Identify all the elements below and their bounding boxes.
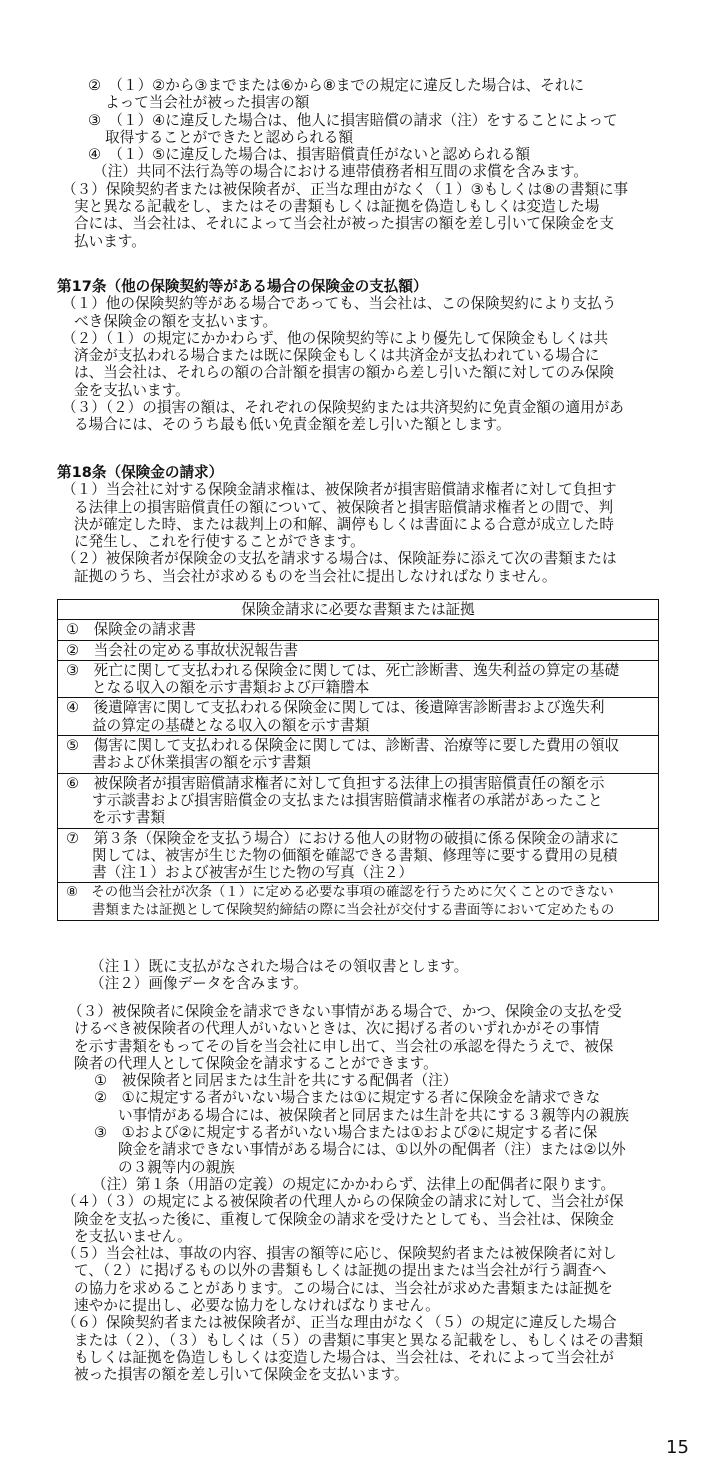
table-row-text: ⑦ 第３条（保険金を支払う場合）における他人の財物の破損に係る保険金の請求に 関しては、被害が生じた物の価額を確認できる書類、修理等に要する費用の見積 書（注１）および被害が生じた物の写真（注２） [66, 829, 620, 882]
page-number: 15 [666, 1437, 689, 1458]
table-row [58, 828, 659, 883]
required-documents-table [57, 599, 659, 921]
article-18-para-3: （３）被保険者に保険金を請求できない事情がある場合で、かつ、保険金の支払を受 けるべき被保険者の代理人がいないときは、次に掲げる者のいずれかがその事情 を示す書類をもってその旨を当会社に申し出て、当会社の承認を得たうえで、被保 険者の代理人として保険金を請求することができます。 [68, 1003, 622, 1072]
article-17-para-1: （１）他の保険契約等がある場合であっても、当会社は、この保険契約により支払う べき保険金の額を支払います。 [62, 295, 617, 330]
article-18-para-2: （２）被保険者が保険金の支払を請求する場合は、保険証券に添えて次の書類または 証拠のうち、当会社が求めるものを当会社に提出しなければなりません。 [62, 550, 617, 585]
table-header: 保険金請求に必要な書類または証拠 [58, 600, 659, 620]
cont-item-2: ② （１）②から③までまたは⑥から⑧までの規定に違反した場合は、それに よって当会社が被った損害の額 [88, 77, 584, 112]
continuation-section [60, 77, 657, 250]
article-18-para-1: （１）当会社に対する保険金請求権は、被保険者が損害賠償請求権者に対して負担す る法律上の損害賠償責任の額について、被保険者と損害賠償請求権者との間で、判 決が確定した時、または裁判上の和解、調停もしくは書面による合意が成立した時 に発生し、これを行使することができます。 [62, 481, 617, 551]
article-17-para-3: （３）（２）の損害の額は、それぞれの保険契約または共済契約に免責金額の適用があ る場合には、そのうち最も低い免責金額を差し引いた額とします。 [62, 399, 624, 434]
cont-note: （注）共同不法行為等の場合における連帯債務者相互間の求償を含みます。 [93, 163, 589, 181]
table-row [58, 773, 659, 828]
table-row [58, 883, 659, 921]
para3-item-3: ③ ①および②に規定する者がいない場合または①および②に規定する者に保 険金を請求できない事情がある場合には、①以外の配偶者（注）または②以外 の３親等内の親族 [94, 1124, 626, 1176]
table-header-row [58, 600, 659, 620]
table-row [58, 698, 659, 736]
cont-para-3: （３）保険契約者または被保険者が、正当な理由がなく（１）③もしくは⑧の書類に事 実と異なる記載をし、またはその書類もしくは証拠を偽造しもしくは変造した場 合には、当会社は、それによって当会社が被った損害の額を差し引いて保険金を支 払います。 [62, 180, 629, 250]
article-18-para-5: （５）当会社は、事故の内容、損害の額等に応じ、保険契約者または被保険者に対し て、（２）に掲げるもの以外の書類もしくは証拠の提出または当会社が行う調査へ の協力を求めることがあります。この場合には、当会社が求めた書類または証拠を 速やかに提出し、必要な協力をしなければなりません。 [62, 1245, 617, 1315]
article-17 [57, 278, 654, 434]
table-notes [90, 958, 650, 993]
table-note-2: （注２）画像データを含みます。 [90, 975, 308, 993]
table-row [58, 660, 659, 698]
article-18 [57, 464, 654, 585]
table-row-text: ⑧ その他当会社が次条（１）に定める必要な事項の確認を行うために欠くことのできない 書類または証拠として保険契約締結の際に当会社が交付する書面等において定めたもの [66, 885, 615, 918]
table-row-text: ① 保険金の請求書 [66, 621, 196, 639]
table-note-1: （注１）既に支払がなされた場合はその領収書とします。 [90, 958, 469, 975]
table-row [58, 640, 659, 660]
table-row-text: ④ 後遺障害に関して支払われる保険金に関しては、後遺障害診断書および逸失利 益の算定の基礎となる収入の額を示す書類 [66, 699, 605, 734]
cont-item-3: ③ （１）④に違反した場合は、他人に損害賠償の請求（注）をすることによって 取得することができたと認められる額 [88, 111, 618, 146]
cont-item-4: ④ （１）⑤に違反した場合は、損害賠償責任がないと認められる額 [88, 146, 531, 164]
table-row-text: ② 当会社の定める事故状況報告書 [66, 641, 298, 659]
article-17-title: 第17条（他の保険契約等がある場合の保険金の支払額） [57, 278, 428, 295]
para3-item-1: ① 被保険者と同居または生計を共にする配偶者（注） [94, 1072, 458, 1090]
table-row [58, 736, 659, 774]
para3-note: （注）第１条（用語の定義）の規定にかかわらず、法律上の配偶者に限ります。 [92, 1175, 616, 1193]
article-18-para-4: （４）（３）の規定による被保険者の代理人からの保険金の請求に対して、当会社が保 険金を支払った後に、重複して保険金の請求を受けたとしても、当会社は、保険金 を支払いません。 [62, 1193, 624, 1245]
table-row-text: ③ 死亡に関して支払われる保険金に関しては、死亡診断書、逸失利益の算定の基礎 となる収入の額を示す書類および戸籍謄本 [66, 661, 620, 697]
article-18-para-6: （６）保険契約者または被保険者が、正当な理由がなく（５）の規定に違反した場合 または（２）、（３）もしくは（５）の書類に事実と異なる記載をし、もしくはその書類 もしくは証拠を偽造しもしくは変造した場合は、当会社は、それによって当会社が 被った損害の額を差し引いて保険金を支払います。 [62, 1314, 644, 1384]
article-18-later [62, 1003, 659, 1384]
article-17-para-2: （２）（１）の規定にかかわらず、他の保険契約等により優先して保険金もしくは共 済金が支払われる場合または既に保険金もしくは共済金が支払われている場合に は、当会社は、それらの額の合計額を損害の額から差し引いた額に対してのみ保険 金を支払います。 [62, 329, 614, 399]
para3-item-2: ② ①に規定する者がいない場合または①に規定する者に保険金を請求できな い事情がある場合には、被保険者と同居または生計を共にする３親等内の親族 [94, 1089, 629, 1124]
table-row-text: ⑤ 傷害に関して支払われる保険金に関しては、診断書、治療等に要した費用の領収 書および休業損害の額を示す書類 [66, 737, 620, 772]
table-row-text: ⑥ 被保険者が損害賠償請求権者に対して負担する法律上の損害賠償責任の額を示 す示談書および損害賠償金の支払または損害賠償請求権者の承諾があったこと を示す書類 [66, 774, 605, 827]
article-18-title: 第18条（保険金の請求） [57, 464, 224, 481]
table-row [58, 620, 659, 640]
